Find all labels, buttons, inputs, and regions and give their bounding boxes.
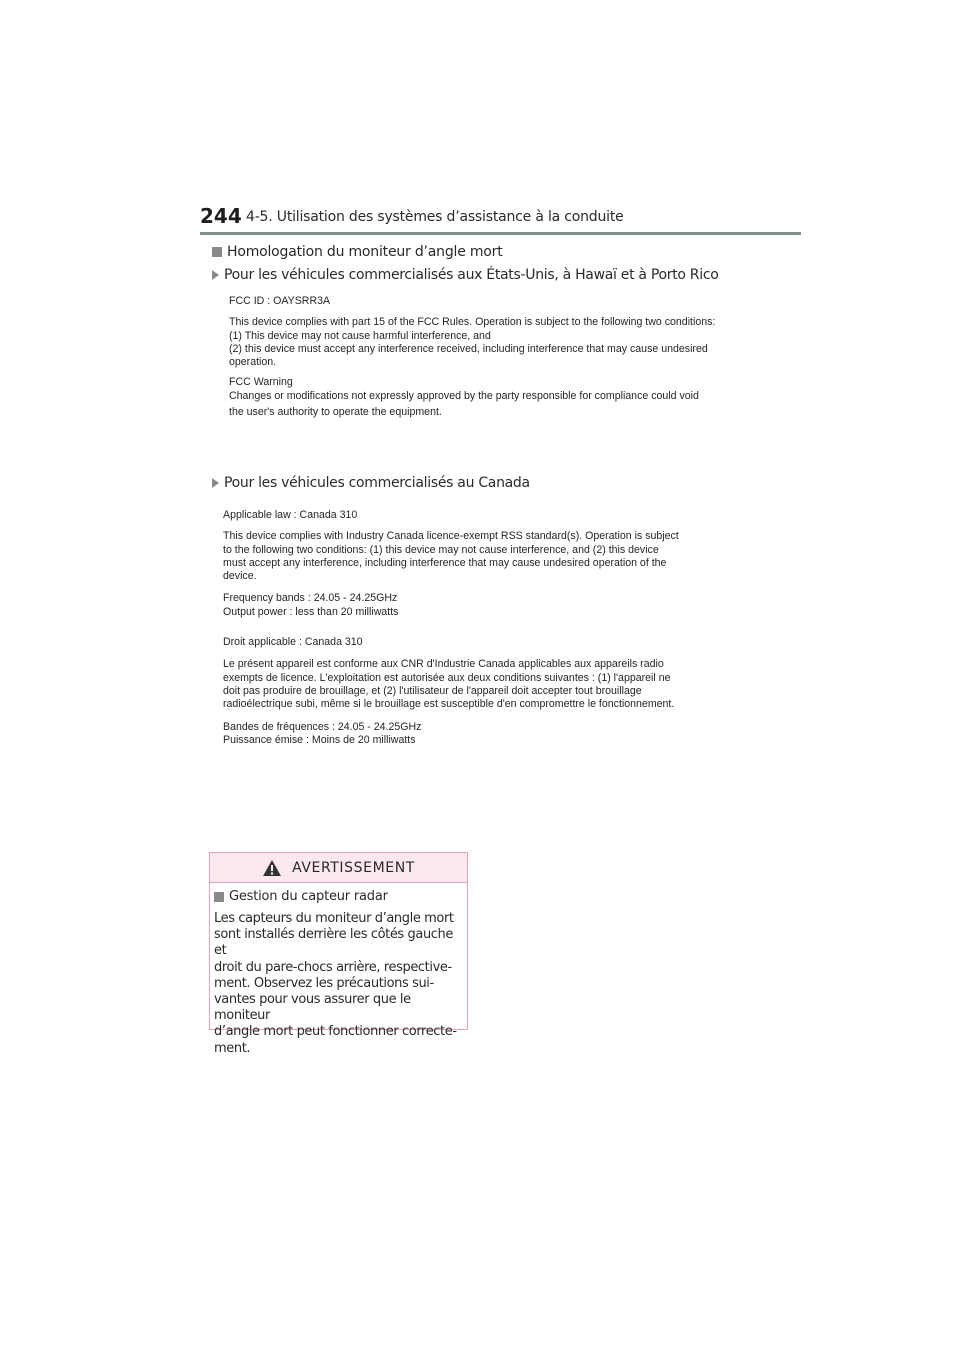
canada-line: must accept any interference, including interference that may cause undesired operation of the <box>223 556 667 569</box>
canada-line: Output power : less than 20 milliwatts <box>223 605 399 618</box>
section-heading-text: Homologation du moniteur d’angle mort <box>227 244 503 260</box>
canada-line: Droit applicable : Canada 310 <box>223 636 363 649</box>
triangle-bullet-icon <box>212 270 219 280</box>
fcc-line: FCC Warning <box>229 376 293 389</box>
canada-line: This device complies with Industry Canada licence-exempt RSS standard(s). Operation is subject <box>223 530 679 543</box>
canada-line: Frequency bands : 24.05 - 24.25GHz <box>223 592 398 605</box>
warning-body-line: sont installés derrière les côtés gauche et <box>214 927 453 959</box>
canada-line: radioélectrique subi, même si le brouillage est susceptible d'en compromettre le fonctionnement. <box>223 698 675 711</box>
fcc-line: (1) This device may not cause harmful interference, and <box>229 329 491 342</box>
warning-body <box>214 911 466 1057</box>
canada-line: exempts de licence. L'exploitation est autorisée aux deux conditions suivantes : (1) l'appareil ne <box>223 671 671 684</box>
warning-header <box>210 853 467 883</box>
canada-line: Puissance émise : Moins de 20 milliwatts <box>223 733 416 746</box>
warning-body-line: vantes pour vous assurer que le moniteur <box>214 992 411 1024</box>
fcc-line: the user's authority to operate the equipment. <box>229 406 442 419</box>
fcc-line: This device complies with part 15 of the FCC Rules. Operation is subject to the following two conditions: <box>229 316 716 329</box>
fcc-notice <box>229 295 715 419</box>
square-bullet-icon <box>212 247 222 257</box>
page-number: 244 <box>200 204 242 228</box>
section-heading <box>212 244 503 260</box>
canada-line: Bandes de fréquences : 24.05 - 24.25GHz <box>223 720 422 733</box>
canada-notice <box>223 509 679 747</box>
fcc-line: operation. <box>229 356 277 369</box>
warning-triangle-icon <box>262 859 282 877</box>
triangle-bullet-icon <box>212 478 219 488</box>
warning-body-line: droit du pare-chocs arrière, respective- <box>214 959 452 975</box>
us-bullet-text: Pour les véhicules commercialisés aux États-Unis, à Hawaï et à Porto Rico <box>224 267 719 283</box>
warning-box <box>209 852 468 1056</box>
canada-bullet-text: Pour les véhicules commercialisés au Canada <box>224 475 530 491</box>
canada-line: device. <box>223 570 257 583</box>
warning-body-line: Les capteurs du moniteur d’angle mort <box>214 911 454 926</box>
canada-line: doit pas produire de brouillage, et (2) l'utilisateur de l'appareil doit accepter tout brouillage <box>223 684 642 697</box>
warning-title: AVERTISSEMENT <box>292 859 415 876</box>
canada-line: Le présent appareil est conforme aux CNR d'Industrie Canada applicables aux appareils radio <box>223 658 664 671</box>
warning-body-line: d’angle mort peut fonctionner correcte- <box>214 1024 457 1040</box>
warning-subheading-text: Gestion du capteur radar <box>229 889 388 904</box>
canada-line: to the following two conditions: (1) this device may not cause interference, and (2) this device <box>223 543 659 556</box>
section-title: 4-5. Utilisation des systèmes d’assistance à la conduite <box>246 209 624 225</box>
square-bullet-icon <box>214 892 224 902</box>
header-rule <box>200 232 801 235</box>
canada-line: Applicable law : Canada 310 <box>223 509 358 521</box>
us-bullet <box>212 267 719 283</box>
fcc-line: Changes or modifications not expressly approved by the party responsible for compliance could void <box>229 389 699 402</box>
fcc-line: (2) this device must accept any interference received, including interference that may cause undesired <box>229 342 708 355</box>
warning-subheading <box>214 889 388 904</box>
canada-bullet <box>212 475 530 491</box>
warning-body-line: ment. <box>214 1040 251 1056</box>
warning-body-line: ment. Observez les précautions sui- <box>214 975 434 991</box>
fcc-line: FCC ID : OAYSRR3A <box>229 295 331 307</box>
